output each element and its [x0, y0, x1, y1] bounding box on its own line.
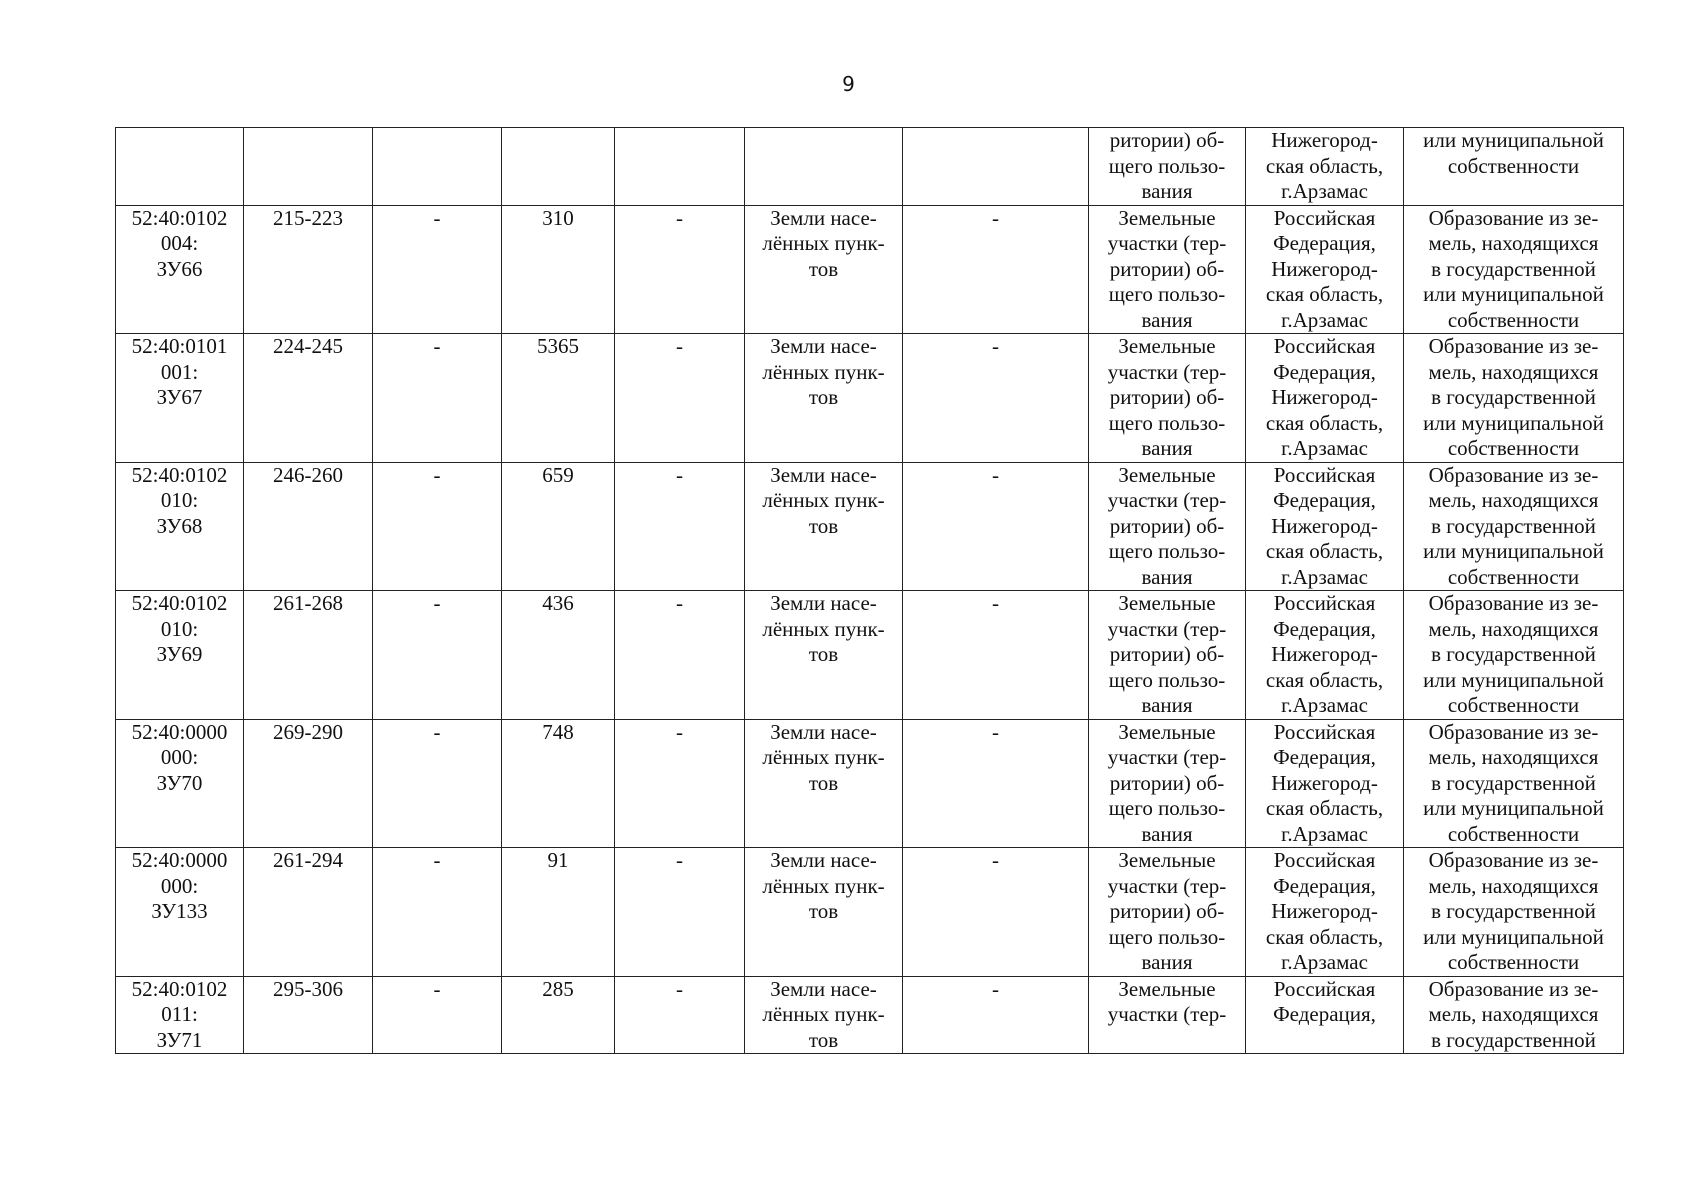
- cell-cadastral: 52:40:0102 010: ЗУ69: [116, 591, 244, 720]
- cell-col5: -: [615, 462, 745, 591]
- cell-area: 285: [502, 976, 615, 1054]
- cell-col7: -: [903, 462, 1089, 591]
- cell-col3: -: [373, 976, 502, 1054]
- cell-area: 436: [502, 591, 615, 720]
- cell-col3: -: [373, 848, 502, 977]
- cell-category: Земли насе- лённых пунк- тов: [745, 205, 903, 334]
- table-row: [116, 591, 1624, 720]
- cell-address: Нижегород- ская область, г.Арзамас: [1246, 128, 1404, 206]
- cell-cadastral: 52:40:0101 001: ЗУ67: [116, 334, 244, 463]
- cell-type-of-use: Земельные участки (тер- ритории) об- щего пользо- вания: [1089, 719, 1246, 848]
- cell-category: Земли насе- лённых пунк- тов: [745, 462, 903, 591]
- cell-formation-method: Образование из зе- мель, находящихся в государственной или муниципальной собственности: [1404, 719, 1624, 848]
- cell-address: Российская Федерация, Нижегород- ская область, г.Арзамас: [1246, 334, 1404, 463]
- cell-col7: -: [903, 591, 1089, 720]
- cell-area: 91: [502, 848, 615, 977]
- cell-category: Земли насе- лённых пунк- тов: [745, 848, 903, 977]
- cell-cadastral: 52:40:0000 000: ЗУ133: [116, 848, 244, 977]
- cell-cadastral: 52:40:0102 010: ЗУ68: [116, 462, 244, 591]
- cell-category: Земли насе- лённых пунк- тов: [745, 976, 903, 1054]
- land-plot-table: [115, 127, 1624, 1054]
- cell-col5: -: [615, 719, 745, 848]
- cell-col3: -: [373, 591, 502, 720]
- cell-area: 310: [502, 205, 615, 334]
- table-row: [116, 976, 1624, 1054]
- cell-formation-method: Образование из зе- мель, находящихся в государственной или муниципальной собственности: [1404, 334, 1624, 463]
- cell-col5: -: [615, 976, 745, 1054]
- cell-category: Земли насе- лённых пунк- тов: [745, 719, 903, 848]
- cell-category: [745, 128, 903, 206]
- cell-address: Российская Федерация, Нижегород- ская область, г.Арзамас: [1246, 719, 1404, 848]
- cell-points: 261-268: [244, 591, 373, 720]
- cell-points: 295-306: [244, 976, 373, 1054]
- cell-area: 659: [502, 462, 615, 591]
- cell-address: Российская Федерация, Нижегород- ская область, г.Арзамас: [1246, 848, 1404, 977]
- table-row: [116, 205, 1624, 334]
- cell-col7: -: [903, 848, 1089, 977]
- cell-col7: -: [903, 719, 1089, 848]
- cell-formation-method: Образование из зе- мель, находящихся в государственной или муниципальной собственности: [1404, 205, 1624, 334]
- cell-type-of-use: Земельные участки (тер- ритории) об- щего пользо- вания: [1089, 591, 1246, 720]
- cell-col7: -: [903, 334, 1089, 463]
- table-row: [116, 719, 1624, 848]
- cell-category: Земли насе- лённых пунк- тов: [745, 334, 903, 463]
- cell-cadastral: 52:40:0102 004: ЗУ66: [116, 205, 244, 334]
- table-row: [116, 848, 1624, 977]
- cell-col7: -: [903, 205, 1089, 334]
- cell-col7: [903, 128, 1089, 206]
- cell-type-of-use: Земельные участки (тер- ритории) об- щего пользо- вания: [1089, 334, 1246, 463]
- cell-col5: -: [615, 848, 745, 977]
- cell-area: 748: [502, 719, 615, 848]
- cell-col3: -: [373, 462, 502, 591]
- cell-col7: -: [903, 976, 1089, 1054]
- cell-area: 5365: [502, 334, 615, 463]
- cell-type-of-use: ритории) об- щего пользо- вания: [1089, 128, 1246, 206]
- cell-points: 261-294: [244, 848, 373, 977]
- cell-col5: -: [615, 334, 745, 463]
- table-row: [116, 462, 1624, 591]
- cell-col5: [615, 128, 745, 206]
- cell-formation-method: Образование из зе- мель, находящихся в государственной или муниципальной собственности: [1404, 591, 1624, 720]
- cell-type-of-use: Земельные участки (тер-: [1089, 976, 1246, 1054]
- cell-points: 269-290: [244, 719, 373, 848]
- cell-col5: -: [615, 205, 745, 334]
- cell-type-of-use: Земельные участки (тер- ритории) об- щего пользо- вания: [1089, 848, 1246, 977]
- cell-col5: -: [615, 591, 745, 720]
- cell-points: 215-223: [244, 205, 373, 334]
- cell-formation-method: Образование из зе- мель, находящихся в государственной или муниципальной собственности: [1404, 462, 1624, 591]
- cell-cadastral: 52:40:0000 000: ЗУ70: [116, 719, 244, 848]
- cell-type-of-use: Земельные участки (тер- ритории) об- щего пользо- вания: [1089, 205, 1246, 334]
- cell-formation-method: или муниципальной собственности: [1404, 128, 1624, 206]
- cell-col3: -: [373, 205, 502, 334]
- cell-address: Российская Федерация, Нижегород- ская область, г.Арзамас: [1246, 591, 1404, 720]
- cell-address: Российская Федерация,: [1246, 976, 1404, 1054]
- cell-col3: [373, 128, 502, 206]
- cell-type-of-use: Земельные участки (тер- ритории) об- щего пользо- вания: [1089, 462, 1246, 591]
- table-row: [116, 334, 1624, 463]
- cell-category: Земли насе- лённых пунк- тов: [745, 591, 903, 720]
- cell-address: Российская Федерация, Нижегород- ская область, г.Арзамас: [1246, 205, 1404, 334]
- cell-col3: -: [373, 719, 502, 848]
- cell-area: [502, 128, 615, 206]
- cell-points: [244, 128, 373, 206]
- cell-formation-method: Образование из зе- мель, находящихся в государственной или муниципальной собственности: [1404, 848, 1624, 977]
- cell-cadastral: [116, 128, 244, 206]
- cell-col3: -: [373, 334, 502, 463]
- page-number: 9: [842, 72, 855, 96]
- cell-cadastral: 52:40:0102 011: ЗУ71: [116, 976, 244, 1054]
- cell-points: 224-245: [244, 334, 373, 463]
- cell-formation-method: Образование из зе- мель, находящихся в государственной: [1404, 976, 1624, 1054]
- cell-points: 246-260: [244, 462, 373, 591]
- cell-address: Российская Федерация, Нижегород- ская область, г.Арзамас: [1246, 462, 1404, 591]
- table-row-continued: [116, 128, 1624, 206]
